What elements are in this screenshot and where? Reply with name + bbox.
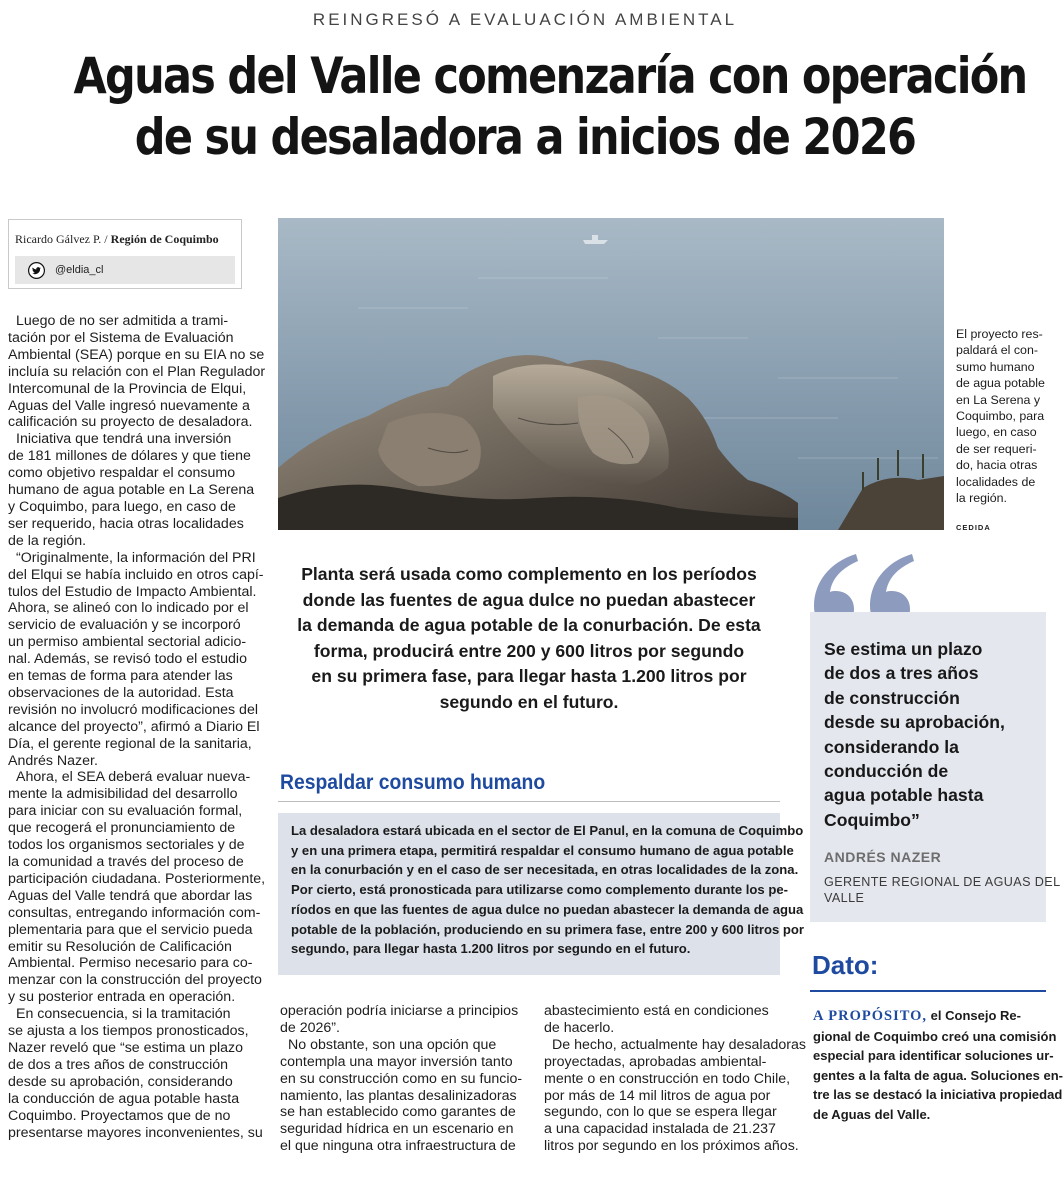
text-line: emitir su Resolución de Calificación	[8, 938, 232, 955]
text-line: sumo humano	[956, 359, 1035, 374]
text-line: conducción de	[824, 761, 949, 782]
text-line: gentes a la falta de agua. Soluciones en-	[813, 1067, 1063, 1083]
social-bar	[15, 256, 235, 284]
text-line: la conducción de agua potable hasta	[8, 1090, 240, 1107]
text-line: de Aguas del Valle.	[813, 1106, 931, 1122]
text-line: por más de 14 mil litros de agua por	[544, 1087, 771, 1104]
text-line: observaciones de la autoridad. Esta	[8, 684, 234, 701]
byline-region: Región de Coquimbo	[110, 232, 219, 246]
text-line: considerando la	[824, 736, 959, 757]
text-line: tulos del Estudio de Impacto Ambiental.	[8, 583, 257, 600]
text-line: plementaria para que el servicio pueda	[8, 921, 253, 938]
text-line: incluía su relación con el Plan Regulador	[8, 363, 266, 380]
text-line: revisión no involucró modificaciones del	[8, 701, 258, 718]
text-line: como objetivo respaldar el consumo	[8, 465, 236, 482]
text-line: contempla una mayor inversión tanto	[280, 1053, 513, 1070]
quote-text	[824, 637, 1005, 832]
photo-credit: CEDIDA	[956, 523, 991, 532]
quote-author: ANDRÉS NAZER	[824, 849, 942, 865]
text-line: Coquimbo. Proyectamos que de no	[8, 1107, 231, 1124]
dato-lead: A PROPÓSITO,	[813, 1008, 928, 1024]
text-line: un permiso ambiental sectorial adicio-	[8, 634, 247, 651]
text-line: participación ciudadana. Posteriormente,	[8, 870, 266, 887]
text-line: Aguas del Valle ingresó nuevamente a	[8, 397, 250, 414]
text-line: luego, en caso	[956, 425, 1037, 440]
text-line: seguridad hídrica en un escenario en	[280, 1121, 514, 1138]
text-line: gional de Coquimbo creó una comisión	[813, 1028, 1057, 1044]
twitter-icon[interactable]	[28, 262, 45, 279]
text-line: que recogerá el pronunciamiento de	[8, 820, 236, 837]
text-line: desde su aprobación,	[824, 712, 1005, 733]
text-line: en su primera fase, para llegar hasta 1.200 litros por	[311, 666, 747, 687]
text-line: No obstante, son una opción que	[288, 1036, 497, 1053]
text-line: Coquimbo”	[824, 809, 920, 830]
text-line: Aguas del Valle tendrá que abordar las	[8, 887, 253, 904]
text-line: En consecuencia, si la tramitación	[16, 1006, 231, 1023]
text-line: de construcción	[824, 687, 960, 708]
text-line: nal. Además, se revisó todo el estudio	[8, 651, 247, 668]
text-line: se han establecido como garantes de	[280, 1104, 516, 1121]
text-line: ríodos en que las fuentes de agua dulce no puedan abastecer la demanda de agua	[291, 901, 804, 917]
text-line: agua potable hasta	[824, 785, 984, 806]
text-line: Ahora, se alineó con lo indicado por el	[8, 600, 249, 617]
text-line: el que ninguna otra infraestructura de	[280, 1138, 516, 1155]
text-line: litros por segundo en los próximos años.	[544, 1138, 799, 1155]
headline-line-1: Aguas del Valle comenzaría con operación	[73, 47, 1027, 105]
text-line: de dos a tres años de construcción	[8, 1056, 229, 1073]
pull-intro	[278, 562, 780, 716]
text-line: Iniciativa que tendrá una inversión	[16, 431, 232, 448]
dato-heading: Dato:	[812, 950, 879, 980]
text-line: servicio de evaluación y se incorporó	[8, 617, 241, 634]
text-line: de 2026”.	[280, 1019, 340, 1036]
body-column-1	[8, 313, 266, 1141]
text-line: de hacerlo.	[544, 1019, 615, 1036]
text-line: menzar con la construcción del proyecto	[8, 972, 262, 989]
text-line: Intercomunal de la Provincia de Elqui,	[8, 380, 247, 397]
text-line: de dos a tres años	[824, 663, 979, 684]
text-line: de 181 millones de dólares y que tiene	[8, 448, 251, 465]
text-line: proyectadas, aprobadas ambiental-	[544, 1053, 767, 1070]
text-line: alcance del proyecto”, afirmó a Diario El	[8, 718, 260, 735]
text-line: segundo en el futuro.	[439, 691, 619, 712]
text-line: A PROPÓSITO, el Consejo Re-	[813, 1008, 1021, 1024]
text-line: de la región.	[8, 532, 87, 549]
byline	[15, 232, 219, 247]
byline-author: Ricardo Gálvez P. /	[15, 232, 108, 246]
text-line: localidades de	[956, 474, 1036, 489]
text-line: De hecho, actualmente hay desaladoras	[552, 1036, 806, 1053]
text-line: ser requerido, hacia otras localidades	[8, 515, 244, 532]
text-line: GERENTE REGIONAL DE AGUAS DEL	[824, 875, 1061, 889]
text-line: en La Serena y	[956, 392, 1041, 407]
text-line: Por cierto, está pronosticada para utilizarse como complemento durante los pe-	[291, 882, 788, 898]
text-line: especial para identificar soluciones ur-	[813, 1048, 1054, 1064]
text-line: calificación su proyecto de desaladora.	[8, 414, 253, 431]
text-line: namiento, las plantas desalinizadoras	[280, 1087, 517, 1104]
text-line: do, hacia otras	[956, 458, 1038, 473]
text-line: El proyecto res-	[956, 327, 1043, 341]
headline	[73, 46, 1027, 168]
text-line: Andrés Nazer.	[8, 752, 98, 769]
text-line: en temas de forma para atender las	[8, 668, 233, 685]
text-line: y Coquimbo, para luego, en caso de	[8, 498, 236, 515]
text-line: se ajusta a los tiempos pronosticados,	[8, 1023, 249, 1040]
text-line: la demanda de agua potable de la conurbación. De esta	[297, 615, 761, 636]
text-line: mente o en construcción en todo Chile,	[544, 1070, 791, 1087]
text-line: tación por el Sistema de Evaluación	[8, 329, 234, 346]
text-line: donde las fuentes de agua dulce no puedan abastecer	[302, 589, 756, 610]
text-line: para iniciar con su evaluación formal,	[8, 803, 243, 820]
text-line: Coquimbo, para	[956, 409, 1045, 424]
text-line: operación podría iniciarse a principios	[280, 1003, 519, 1019]
text-line: Día, el gerente regional de la sanitaria,	[8, 735, 252, 752]
twitter-handle[interactable]: @eldia_cl	[55, 264, 104, 276]
byline-box	[8, 219, 242, 289]
text-line: potable de la población, produciendo en su primera fase, entre 200 y 600 litros por	[291, 921, 804, 937]
text-line: “Originalmente, la información del PRI	[16, 549, 256, 566]
text-line: desde su aprobación, considerando	[8, 1073, 233, 1090]
section-heading: Respaldar consumo humano	[280, 771, 546, 794]
text-line: tre las se destacó la iniciativa propiedad	[813, 1087, 1063, 1103]
text-line: consultas, entregando información com-	[8, 904, 261, 921]
highlight-text	[291, 821, 804, 959]
text-line: mente la admisibilidad del desarrollo	[8, 786, 238, 803]
quote-role	[824, 874, 1060, 906]
text-line: abastecimiento está en condiciones	[544, 1003, 769, 1019]
text-line: Ahora, el SEA deberá evaluar nueva-	[16, 769, 251, 786]
text-line: Ambiental. Permiso necesario para co-	[8, 955, 253, 972]
coastal-rocks-image	[278, 218, 944, 530]
text-line: en su construcción como en su funcio-	[280, 1070, 523, 1087]
dato-text	[813, 1006, 1063, 1125]
quote-box	[810, 612, 1061, 922]
kicker: REINGRESÓ A EVALUACIÓN AMBIENTAL	[312, 10, 738, 29]
headline-line-2: de su desaladora a inicios de 2026	[134, 108, 916, 166]
text-line: segundo, para llegar hasta 1.200 litros por segundo en el futuro.	[291, 941, 691, 957]
text-line: paldará el con-	[956, 343, 1038, 358]
article-photo	[278, 218, 944, 530]
text-line: forma, producirá entre 200 y 600 litros por segundo	[313, 640, 745, 661]
text-line: de ser requeri-	[956, 441, 1037, 456]
text-line: Ambiental (SEA) porque en su EIA no se	[8, 346, 265, 363]
text-line: la comunidad a través del proceso de	[8, 854, 244, 870]
text-line: del Elqui se había incluido en otros capí-	[8, 566, 264, 583]
section-rule	[278, 801, 780, 802]
text-line: Se estima un plazo	[824, 639, 983, 659]
text-line: la región.	[956, 491, 1007, 506]
text-line: VALLE	[824, 891, 865, 905]
text-line: en la conurbación y en el caso de ser necesitada, en otras localidades de la zona.	[291, 862, 799, 878]
text-line: y su posterior entrada en operación.	[8, 989, 236, 1006]
text-line: Planta será usada como complemento en los períodos	[301, 564, 757, 584]
text-line: todos los organismos sectoriales y de	[8, 837, 245, 854]
text-line: Nazer reveló que “se estima un plazo	[8, 1039, 244, 1056]
text-line: segundo, con lo que se espera llegar	[544, 1104, 777, 1121]
text-line: presentarse mayores inconvenientes, su	[8, 1124, 263, 1141]
text-line: La desaladora estará ubicada en el sector de El Panul, en la comuna de Coquimbo	[291, 823, 804, 838]
text-line: humano de agua potable en La Serena	[8, 482, 255, 499]
body-column-2	[280, 1003, 523, 1155]
body-column-3	[544, 1003, 806, 1155]
highlight-box	[278, 813, 804, 975]
dato-rule	[810, 990, 1046, 992]
text-line: a una capacidad instalada de 21.237	[544, 1121, 776, 1138]
text-line: de agua potable	[956, 376, 1045, 391]
photo-caption	[956, 326, 1048, 506]
text-line: Luego de no ser admitida a trami-	[16, 313, 229, 329]
text-line: y en una primera etapa, permitirá respaldar el consumo humano de agua potable	[291, 842, 794, 858]
